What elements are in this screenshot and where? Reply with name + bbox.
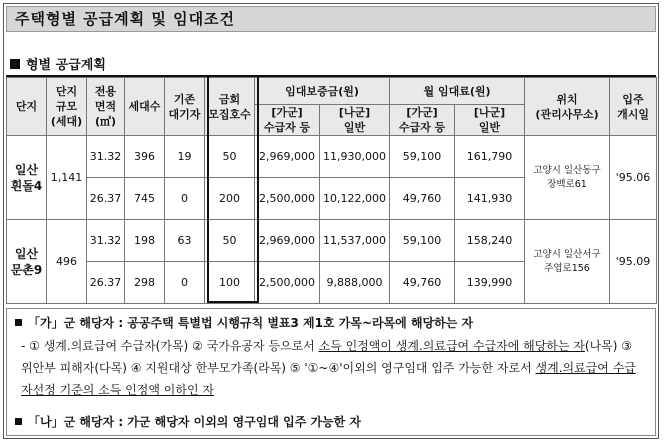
cell-area: 31.32 [87,220,125,262]
section-title: 형별 공급계획 [26,58,106,73]
cell-rent-b: 161,790 [455,136,525,178]
cell-households: 396 [125,136,165,178]
group-a-description: - ① 생계.의료급여 수급자(가목) ② 국가유공자 등으로서 소득 인정액이 생계.의료급여 수급자에 해당하는 자(나목) ③ 위안부 피해자(다목) ④ 지원대상 한부모가족(라목) ⑤ '①~④'이외의 영구임대 입주 가능한 자로서 생계.의료급여 수급자선정 기준의 소득 인정액 이하인 자 [21,339,636,397]
cell-rent-b: 158,240 [455,220,525,262]
header-deposit-group-a: [가군] 수급자 등 [255,105,320,136]
eligibility-notes [6,308,656,436]
table-row [7,136,657,178]
section-heading [10,54,106,73]
square-bullet-icon [15,418,22,425]
complex-move-in: '95.06 [610,136,657,220]
group-b-heading: 「나」군 해당자 : 가군 해당자 이외의 영구임대 입주 가능한 자 [15,413,361,430]
cell-deposit-b: 9,888,000 [320,262,390,304]
cell-deposit-b: 10,122,000 [320,178,390,220]
complex-location: 고양시 일산서구 주엽로156 [525,220,610,304]
complex-location: 고양시 일산동구 장백로61 [525,136,610,220]
cell-households: 745 [125,178,165,220]
cell-deposit-a: 2,969,000 [255,220,320,262]
header-waitlist: 기존 대기자 [165,78,205,136]
complex-name: 일산 흰돌4 [7,136,47,220]
header-deposit: 임대보증금(원) [255,78,390,105]
header-scale: 단지 규모 (세대) [47,78,87,136]
cell-waitlist: 19 [165,136,205,178]
header-rent: 월 임대료(원) [390,78,525,105]
supply-plan-table [6,77,657,304]
cell-recruit: 100 [205,262,255,304]
cell-area: 26.37 [87,262,125,304]
cell-area: 26.37 [87,178,125,220]
complex-name: 일산 문촌9 [7,220,47,304]
cell-waitlist: 0 [165,262,205,304]
square-bullet-icon [10,59,20,69]
page-title: 주택형별 공급계획 및 임대조건 [6,6,656,32]
cell-recruit: 200 [205,178,255,220]
cell-deposit-b: 11,930,000 [320,136,390,178]
header-row [7,78,657,105]
cell-deposit-a: 2,500,000 [255,178,320,220]
header-households: 세대수 [125,78,165,136]
header-complex: 단지 [7,78,47,136]
complex-move-in: '95.09 [610,220,657,304]
cell-deposit-b: 11,537,000 [320,220,390,262]
cell-rent-a: 59,100 [390,220,455,262]
cell-households: 298 [125,262,165,304]
cell-households: 198 [125,220,165,262]
cell-waitlist: 63 [165,220,205,262]
complex-scale: 1,141 [47,136,87,220]
cell-rent-a: 49,760 [390,178,455,220]
cell-recruit: 50 [205,136,255,178]
header-rent-group-a: [가군] 수급자 등 [390,105,455,136]
group-a-heading: 「가」군 해당자 : 공공주택 특별법 시행규칙 별표3 제1호 가목~라목에 해당하는 자 [15,314,473,331]
cell-deposit-a: 2,500,000 [255,262,320,304]
table-row [7,220,657,262]
cell-deposit-a: 2,969,000 [255,136,320,178]
header-recruit: 금회 모집호수 [205,78,255,136]
cell-recruit: 50 [205,220,255,262]
complex-scale: 496 [47,220,87,304]
header-rent-group-b: [나군] 일반 [455,105,525,136]
header-deposit-group-b: [나군] 일반 [320,105,390,136]
header-area: 전용 면적 (㎡) [87,78,125,136]
cell-waitlist: 0 [165,178,205,220]
cell-rent-a: 59,100 [390,136,455,178]
header-location: 위치 (관리사무소) [525,78,610,136]
cell-area: 31.32 [87,136,125,178]
header-move-in: 입주 개시일 [610,78,657,136]
cell-rent-a: 49,760 [390,262,455,304]
cell-rent-b: 139,990 [455,262,525,304]
cell-rent-b: 141,930 [455,178,525,220]
square-bullet-icon [15,319,22,326]
